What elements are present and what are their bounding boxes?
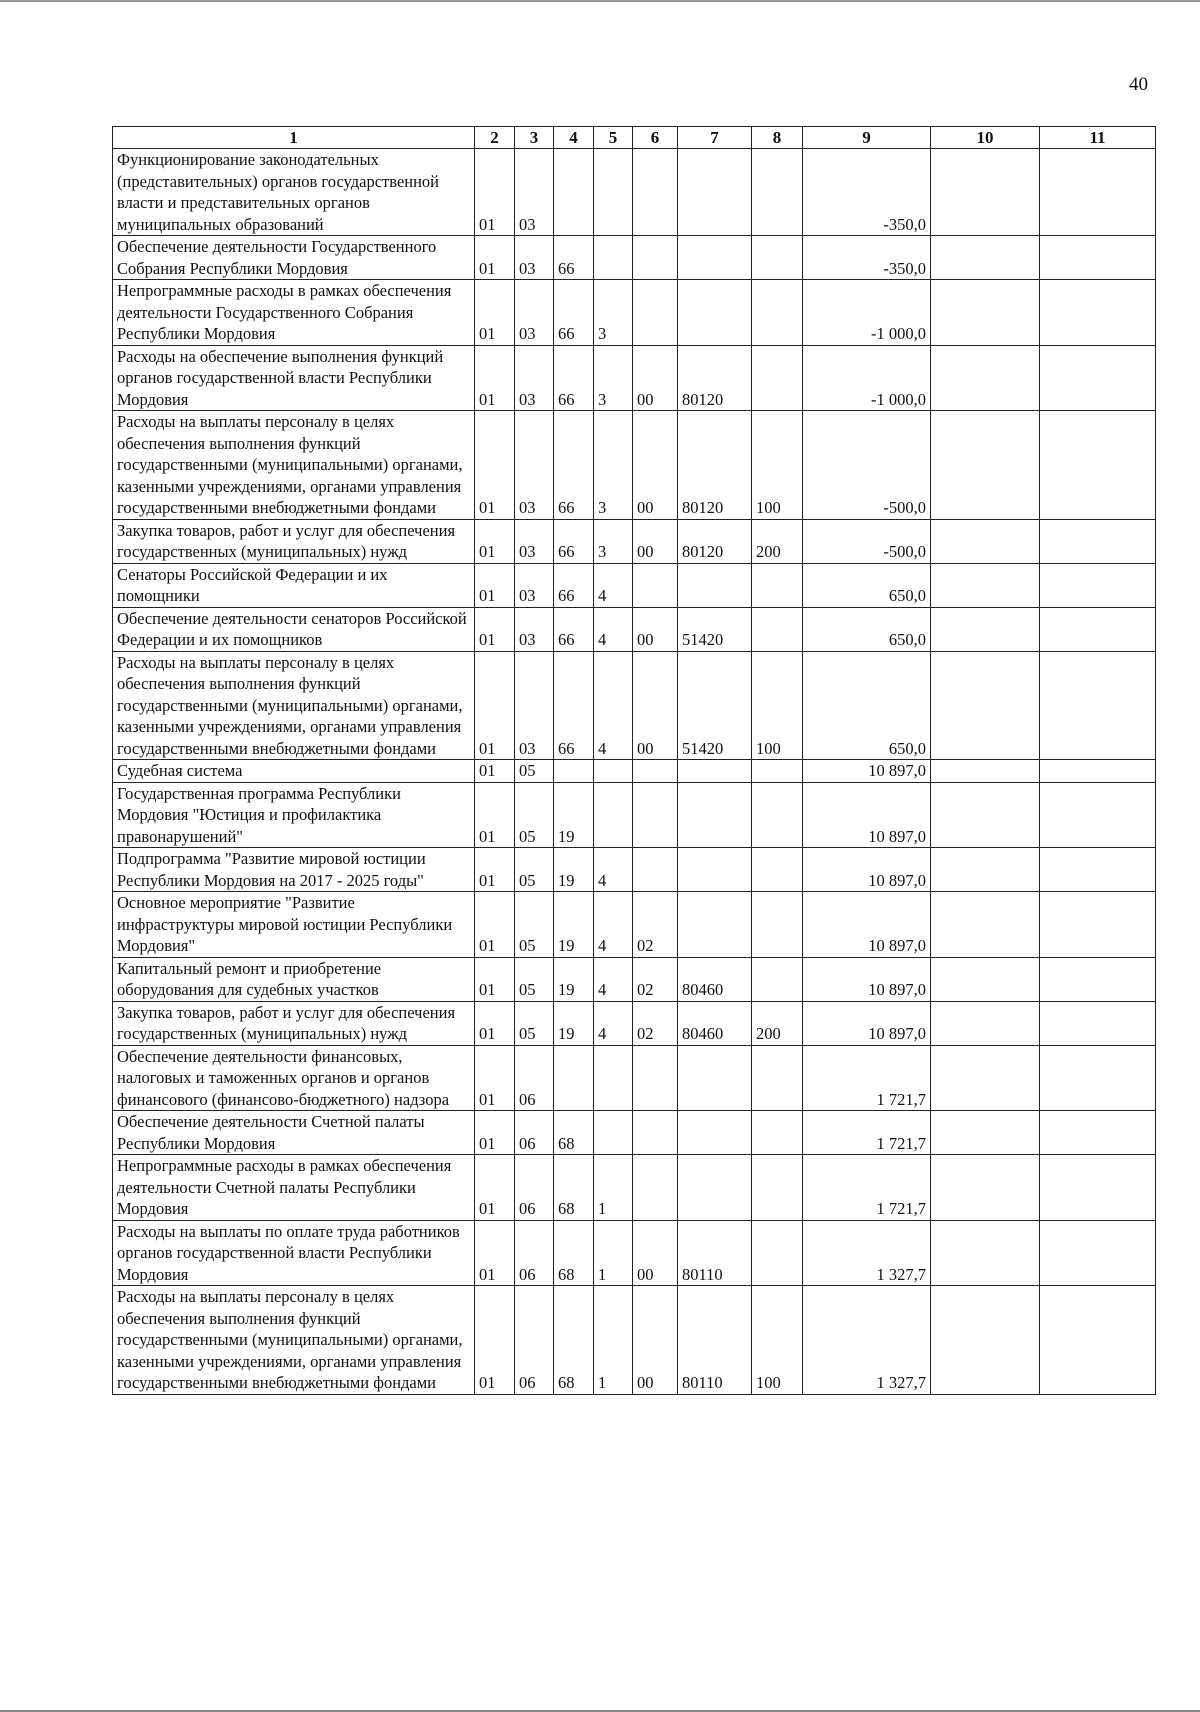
column-header: 10 <box>931 127 1040 149</box>
expense-type-code-cell <box>752 280 803 346</box>
amount-cell: 1 327,7 <box>803 1286 931 1395</box>
expense-type-code-cell <box>752 1220 803 1286</box>
column-header: 4 <box>554 127 594 149</box>
expense-type-code-cell <box>752 1045 803 1111</box>
empty-cell-11 <box>1040 1001 1156 1045</box>
amount-cell: 10 897,0 <box>803 782 931 848</box>
subprogram-code-cell: 1 <box>594 1155 633 1221</box>
amount-cell: 10 897,0 <box>803 848 931 892</box>
activity-code-cell: 00 <box>633 607 678 651</box>
section-code-cell: 01 <box>475 1220 515 1286</box>
direction-code-cell: 80120 <box>678 411 752 520</box>
activity-code-cell: 00 <box>633 345 678 411</box>
expense-name-cell: Функционирование законодательных (представительных) органов государственной власти и представительных органов муниципальных образований <box>113 149 475 236</box>
subprogram-code-cell <box>594 149 633 236</box>
expense-type-code-cell: 100 <box>752 411 803 520</box>
amount-cell: -350,0 <box>803 149 931 236</box>
empty-cell-10 <box>931 1286 1040 1395</box>
empty-cell-11 <box>1040 760 1156 783</box>
subsection-code-cell: 06 <box>515 1220 554 1286</box>
column-header: 1 <box>113 127 475 149</box>
subprogram-code-cell <box>594 760 633 783</box>
expense-name-cell: Обеспечение деятельности Счетной палаты Республики Мордовия <box>113 1111 475 1155</box>
amount-cell: 650,0 <box>803 651 931 760</box>
activity-code-cell: 00 <box>633 1220 678 1286</box>
subsection-code-cell: 06 <box>515 1111 554 1155</box>
expense-type-code-cell: 100 <box>752 651 803 760</box>
expense-name-cell: Закупка товаров, работ и услуг для обеспечения государственных (муниципальных) нужд <box>113 1001 475 1045</box>
column-header: 7 <box>678 127 752 149</box>
amount-cell: 1 327,7 <box>803 1220 931 1286</box>
expense-type-code-cell <box>752 892 803 958</box>
subprogram-code-cell: 3 <box>594 280 633 346</box>
subprogram-code-cell <box>594 1111 633 1155</box>
amount-cell: 10 897,0 <box>803 892 931 958</box>
activity-code-cell: 00 <box>633 651 678 760</box>
scan-top-edge <box>0 0 1200 2</box>
table-row <box>113 892 1156 958</box>
empty-cell-10 <box>931 1220 1040 1286</box>
direction-code-cell <box>678 1111 752 1155</box>
direction-code-cell <box>678 760 752 783</box>
subsection-code-cell: 03 <box>515 149 554 236</box>
subprogram-code-cell: 4 <box>594 848 633 892</box>
empty-cell-10 <box>931 411 1040 520</box>
empty-cell-11 <box>1040 651 1156 760</box>
expense-name-cell: Непрограммные расходы в рамках обеспечения деятельности Счетной палаты Республики Мордовия <box>113 1155 475 1221</box>
direction-code-cell: 51420 <box>678 651 752 760</box>
subsection-code-cell: 03 <box>515 563 554 607</box>
subsection-code-cell: 05 <box>515 782 554 848</box>
empty-cell-10 <box>931 1155 1040 1221</box>
subsection-code-cell: 05 <box>515 848 554 892</box>
section-code-cell: 01 <box>475 236 515 280</box>
table-row <box>113 760 1156 783</box>
direction-code-cell <box>678 280 752 346</box>
subsection-code-cell: 05 <box>515 892 554 958</box>
section-code-cell: 01 <box>475 280 515 346</box>
activity-code-cell <box>633 280 678 346</box>
subsection-code-cell: 06 <box>515 1045 554 1111</box>
table-row <box>113 1111 1156 1155</box>
program-code-cell: 66 <box>554 563 594 607</box>
empty-cell-11 <box>1040 1045 1156 1111</box>
amount-cell: 650,0 <box>803 607 931 651</box>
table-row <box>113 957 1156 1001</box>
expense-name-cell: Капитальный ремонт и приобретение оборудования для судебных участков <box>113 957 475 1001</box>
empty-cell-10 <box>931 1045 1040 1111</box>
amount-cell: 1 721,7 <box>803 1045 931 1111</box>
activity-code-cell: 00 <box>633 1286 678 1395</box>
empty-cell-10 <box>931 1111 1040 1155</box>
empty-cell-10 <box>931 149 1040 236</box>
section-code-cell: 01 <box>475 1001 515 1045</box>
subsection-code-cell: 03 <box>515 651 554 760</box>
direction-code-cell: 80460 <box>678 957 752 1001</box>
activity-code-cell <box>633 1111 678 1155</box>
amount-cell: 10 897,0 <box>803 760 931 783</box>
subprogram-code-cell: 4 <box>594 1001 633 1045</box>
activity-code-cell <box>633 760 678 783</box>
subprogram-code-cell <box>594 1045 633 1111</box>
expense-type-code-cell <box>752 957 803 1001</box>
expense-type-code-cell <box>752 149 803 236</box>
program-code-cell: 66 <box>554 519 594 563</box>
expense-name-cell: Расходы на выплаты персоналу в целях обеспечения выполнения функций государственными (муниципальными) органами, казенными учреждениями, органами управления государственными внебюджетными фондами <box>113 1286 475 1395</box>
expense-name-cell: Сенаторы Российской Федерации и их помощники <box>113 563 475 607</box>
empty-cell-10 <box>931 957 1040 1001</box>
subprogram-code-cell <box>594 236 633 280</box>
budget-table <box>112 126 1156 1395</box>
table-row <box>113 1155 1156 1221</box>
subsection-code-cell: 03 <box>515 519 554 563</box>
amount-cell: 1 721,7 <box>803 1111 931 1155</box>
empty-cell-11 <box>1040 957 1156 1001</box>
table-row <box>113 607 1156 651</box>
page-number: 40 <box>1129 74 1148 95</box>
table-row <box>113 519 1156 563</box>
empty-cell-11 <box>1040 1220 1156 1286</box>
empty-cell-10 <box>931 892 1040 958</box>
expense-type-code-cell <box>752 1155 803 1221</box>
subsection-code-cell: 05 <box>515 1001 554 1045</box>
program-code-cell: 66 <box>554 607 594 651</box>
expense-name-cell: Обеспечение деятельности Государственного Собрания Республики Мордовия <box>113 236 475 280</box>
table-row <box>113 1220 1156 1286</box>
expense-type-code-cell <box>752 236 803 280</box>
table-row <box>113 280 1156 346</box>
subprogram-code-cell: 1 <box>594 1220 633 1286</box>
expense-name-cell: Обеспечение деятельности финансовых, налоговых и таможенных органов и органов финансового (финансово-бюджетного) надзора <box>113 1045 475 1111</box>
subsection-code-cell: 03 <box>515 345 554 411</box>
activity-code-cell: 00 <box>633 519 678 563</box>
column-header: 11 <box>1040 127 1156 149</box>
table-row <box>113 1045 1156 1111</box>
direction-code-cell <box>678 782 752 848</box>
activity-code-cell <box>633 236 678 280</box>
subprogram-code-cell: 4 <box>594 892 633 958</box>
empty-cell-10 <box>931 236 1040 280</box>
empty-cell-11 <box>1040 1155 1156 1221</box>
table-body <box>113 149 1156 1395</box>
subsection-code-cell: 06 <box>515 1286 554 1395</box>
expense-name-cell: Расходы на обеспечение выполнения функций органов государственной власти Республики Мордовия <box>113 345 475 411</box>
section-code-cell: 01 <box>475 848 515 892</box>
expense-type-code-cell: 200 <box>752 1001 803 1045</box>
direction-code-cell: 80120 <box>678 519 752 563</box>
table-row <box>113 345 1156 411</box>
empty-cell-11 <box>1040 149 1156 236</box>
table-row <box>113 563 1156 607</box>
subsection-code-cell: 03 <box>515 411 554 520</box>
direction-code-cell <box>678 1045 752 1111</box>
empty-cell-10 <box>931 1001 1040 1045</box>
empty-cell-11 <box>1040 1286 1156 1395</box>
expense-type-code-cell: 100 <box>752 1286 803 1395</box>
program-code-cell: 66 <box>554 651 594 760</box>
direction-code-cell <box>678 848 752 892</box>
program-code-cell: 19 <box>554 957 594 1001</box>
expense-type-code-cell: 200 <box>752 519 803 563</box>
empty-cell-10 <box>931 519 1040 563</box>
section-code-cell: 01 <box>475 149 515 236</box>
section-code-cell: 01 <box>475 563 515 607</box>
direction-code-cell: 80110 <box>678 1220 752 1286</box>
activity-code-cell <box>633 149 678 236</box>
expense-name-cell: Расходы на выплаты персоналу в целях обеспечения выполнения функций государственными (муниципальными) органами, казенными учреждениями, органами управления государственными внебюджетными фондами <box>113 411 475 520</box>
amount-cell: -1 000,0 <box>803 280 931 346</box>
expense-name-cell: Судебная система <box>113 760 475 783</box>
amount-cell: -1 000,0 <box>803 345 931 411</box>
table-row <box>113 782 1156 848</box>
direction-code-cell <box>678 149 752 236</box>
subprogram-code-cell: 1 <box>594 1286 633 1395</box>
activity-code-cell: 02 <box>633 892 678 958</box>
subsection-code-cell: 03 <box>515 236 554 280</box>
section-code-cell: 01 <box>475 1111 515 1155</box>
program-code-cell: 66 <box>554 345 594 411</box>
table-row <box>113 651 1156 760</box>
empty-cell-11 <box>1040 519 1156 563</box>
table-row <box>113 1286 1156 1395</box>
program-code-cell: 19 <box>554 848 594 892</box>
empty-cell-10 <box>931 345 1040 411</box>
column-header: 9 <box>803 127 931 149</box>
activity-code-cell: 00 <box>633 411 678 520</box>
amount-cell: -500,0 <box>803 519 931 563</box>
empty-cell-11 <box>1040 892 1156 958</box>
subprogram-code-cell: 4 <box>594 607 633 651</box>
program-code-cell: 68 <box>554 1155 594 1221</box>
amount-cell: 10 897,0 <box>803 1001 931 1045</box>
table-row <box>113 149 1156 236</box>
subsection-code-cell: 03 <box>515 280 554 346</box>
section-code-cell: 01 <box>475 607 515 651</box>
expense-name-cell: Расходы на выплаты персоналу в целях обеспечения выполнения функций государственными (муниципальными) органами, казенными учреждениями, органами управления государственными внебюджетными фондами <box>113 651 475 760</box>
section-code-cell: 01 <box>475 892 515 958</box>
empty-cell-11 <box>1040 848 1156 892</box>
expense-name-cell: Государственная программа Республики Мордовия "Юстиция и профилактика правонарушений" <box>113 782 475 848</box>
activity-code-cell: 02 <box>633 957 678 1001</box>
empty-cell-11 <box>1040 607 1156 651</box>
empty-cell-10 <box>931 848 1040 892</box>
expense-name-cell: Подпрограмма "Развитие мировой юстиции Республики Мордовия на 2017 - 2025 годы" <box>113 848 475 892</box>
program-code-cell: 19 <box>554 892 594 958</box>
activity-code-cell <box>633 563 678 607</box>
subsection-code-cell: 06 <box>515 1155 554 1221</box>
activity-code-cell: 02 <box>633 1001 678 1045</box>
section-code-cell: 01 <box>475 345 515 411</box>
program-code-cell: 66 <box>554 411 594 520</box>
table-row <box>113 236 1156 280</box>
subprogram-code-cell: 4 <box>594 651 633 760</box>
activity-code-cell <box>633 782 678 848</box>
program-code-cell: 68 <box>554 1220 594 1286</box>
empty-cell-11 <box>1040 782 1156 848</box>
expense-type-code-cell <box>752 848 803 892</box>
column-header: 3 <box>515 127 554 149</box>
empty-cell-11 <box>1040 236 1156 280</box>
subprogram-code-cell <box>594 782 633 848</box>
section-code-cell: 01 <box>475 760 515 783</box>
program-code-cell: 19 <box>554 782 594 848</box>
activity-code-cell <box>633 1045 678 1111</box>
subsection-code-cell: 05 <box>515 957 554 1001</box>
program-code-cell <box>554 149 594 236</box>
activity-code-cell <box>633 848 678 892</box>
table-row <box>113 848 1156 892</box>
program-code-cell <box>554 760 594 783</box>
amount-cell: 10 897,0 <box>803 957 931 1001</box>
expense-type-code-cell <box>752 782 803 848</box>
program-code-cell: 68 <box>554 1286 594 1395</box>
direction-code-cell <box>678 236 752 280</box>
empty-cell-10 <box>931 651 1040 760</box>
expense-name-cell: Расходы на выплаты по оплате труда работников органов государственной власти Республики Мордовия <box>113 1220 475 1286</box>
empty-cell-11 <box>1040 280 1156 346</box>
amount-cell: 1 721,7 <box>803 1155 931 1221</box>
table-row <box>113 1001 1156 1045</box>
expense-type-code-cell <box>752 345 803 411</box>
direction-code-cell: 51420 <box>678 607 752 651</box>
column-header: 5 <box>594 127 633 149</box>
empty-cell-10 <box>931 782 1040 848</box>
amount-cell: -500,0 <box>803 411 931 520</box>
program-code-cell <box>554 1045 594 1111</box>
program-code-cell: 66 <box>554 236 594 280</box>
expense-type-code-cell <box>752 607 803 651</box>
section-code-cell: 01 <box>475 411 515 520</box>
empty-cell-11 <box>1040 411 1156 520</box>
section-code-cell: 01 <box>475 957 515 1001</box>
subprogram-code-cell: 4 <box>594 957 633 1001</box>
program-code-cell: 19 <box>554 1001 594 1045</box>
subprogram-code-cell: 3 <box>594 519 633 563</box>
program-code-cell: 66 <box>554 280 594 346</box>
table-header-row <box>113 127 1156 149</box>
table-row <box>113 411 1156 520</box>
section-code-cell: 01 <box>475 1286 515 1395</box>
activity-code-cell <box>633 1155 678 1221</box>
amount-cell: 650,0 <box>803 563 931 607</box>
subsection-code-cell: 05 <box>515 760 554 783</box>
direction-code-cell: 80110 <box>678 1286 752 1395</box>
direction-code-cell <box>678 1155 752 1221</box>
section-code-cell: 01 <box>475 1045 515 1111</box>
section-code-cell: 01 <box>475 651 515 760</box>
direction-code-cell: 80120 <box>678 345 752 411</box>
empty-cell-11 <box>1040 345 1156 411</box>
subprogram-code-cell: 4 <box>594 563 633 607</box>
direction-code-cell: 80460 <box>678 1001 752 1045</box>
column-header: 8 <box>752 127 803 149</box>
empty-cell-10 <box>931 760 1040 783</box>
empty-cell-10 <box>931 280 1040 346</box>
expense-type-code-cell <box>752 760 803 783</box>
expense-name-cell: Обеспечение деятельности сенаторов Российской Федерации и их помощников <box>113 607 475 651</box>
section-code-cell: 01 <box>475 782 515 848</box>
empty-cell-11 <box>1040 563 1156 607</box>
subprogram-code-cell: 3 <box>594 411 633 520</box>
direction-code-cell <box>678 563 752 607</box>
empty-cell-10 <box>931 607 1040 651</box>
amount-cell: -350,0 <box>803 236 931 280</box>
expense-type-code-cell <box>752 1111 803 1155</box>
expense-name-cell: Непрограммные расходы в рамках обеспечения деятельности Государственного Собрания Республики Мордовия <box>113 280 475 346</box>
column-header: 2 <box>475 127 515 149</box>
subsection-code-cell: 03 <box>515 607 554 651</box>
column-header: 6 <box>633 127 678 149</box>
empty-cell-11 <box>1040 1111 1156 1155</box>
program-code-cell: 68 <box>554 1111 594 1155</box>
section-code-cell: 01 <box>475 1155 515 1221</box>
section-code-cell: 01 <box>475 519 515 563</box>
empty-cell-10 <box>931 563 1040 607</box>
expense-type-code-cell <box>752 563 803 607</box>
subprogram-code-cell: 3 <box>594 345 633 411</box>
expense-name-cell: Основное мероприятие "Развитие инфраструктуры мировой юстиции Республики Мордовия" <box>113 892 475 958</box>
expense-name-cell: Закупка товаров, работ и услуг для обеспечения государственных (муниципальных) нужд <box>113 519 475 563</box>
direction-code-cell <box>678 892 752 958</box>
